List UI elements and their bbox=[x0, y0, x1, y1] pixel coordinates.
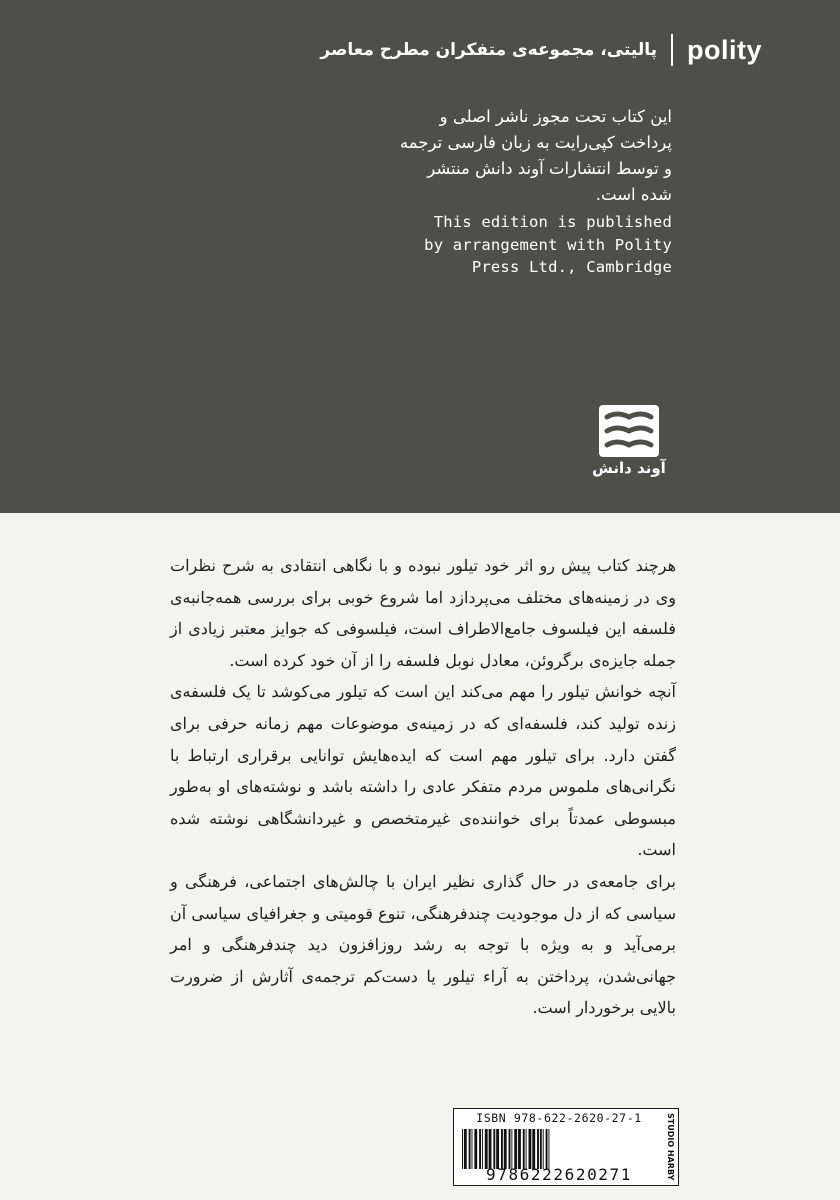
barcode-bars bbox=[460, 1129, 660, 1169]
rights-note-persian bbox=[372, 104, 672, 208]
barcode-bar bbox=[509, 1129, 511, 1169]
barcode-bar bbox=[540, 1129, 542, 1169]
barcode-bar bbox=[526, 1129, 527, 1169]
designer-mark: STUDIO HARBY bbox=[666, 1113, 675, 1181]
barcode-bar bbox=[469, 1129, 471, 1169]
barcode-bar bbox=[529, 1129, 532, 1169]
rights-note-line: by arrangement with Polity bbox=[424, 235, 672, 254]
barcode-bar bbox=[474, 1129, 477, 1169]
rights-note-line: این کتاب تحت مجوز ناشر اصلی و bbox=[439, 107, 672, 126]
rights-note-line: Press Ltd., Cambridge bbox=[471, 258, 672, 276]
rights-note-line: شده است. bbox=[595, 185, 672, 204]
description-paragraph: هرچند کتاب پیش رو اثر خود تیلور نبوده و با نگاهی انتقادی به شرح نظرات وی در زمینه‌های مختلف می‌پردازد اما شروع خوبی برای بررسی همه‌جانبه‌ی فلسفه این فیلسوف جامع‌الاطراف است، فیلسوفی که جوایز معتبر زیادی از جمله جایزه‌ی برگروئن، معادل نوبل فلسفه را از آن خود کرده است. bbox=[170, 556, 676, 670]
imprint-name: آوند دانش bbox=[592, 459, 666, 477]
barcode-bar bbox=[511, 1129, 512, 1169]
barcode-bar bbox=[504, 1129, 507, 1169]
barcode-bar bbox=[514, 1129, 517, 1169]
barcode-bar bbox=[543, 1129, 544, 1169]
series-title: پالیتی، مجموعه‌ی متفکران مطرح معاصر bbox=[320, 40, 657, 60]
cover-top-panel bbox=[0, 0, 840, 513]
barcode-bar bbox=[482, 1129, 483, 1169]
rights-note-line: پرداخت کپی‌رایت به زبان فارسی ترجمه bbox=[399, 133, 672, 152]
barcode-bar bbox=[518, 1129, 521, 1169]
barcode-bar bbox=[479, 1129, 481, 1169]
barcode-bar bbox=[496, 1129, 499, 1169]
isbn-label: ISBN 978-622-2620-27-1 bbox=[476, 1111, 642, 1125]
description-paragraph: برای جامعه‌ی در حال گذاری نظیر ایران با چالش‌های اجتماعی، فرهنگی و سیاسی که از دل موجودیت چندفرهنگی، تنوع قومیتی و جغرافیای سیاسی آن برمی‌آید و به ویژه با توجه به رشد روزافزون دید چندفرهنگی و امر جهانی‌شدن، پرداختن به آراء تیلور یا دست‌کم ترجمه‌ی آثارش از ضرورت بالایی برخوردار است. bbox=[170, 871, 676, 1018]
barcode-bar bbox=[548, 1129, 549, 1169]
rights-note-line: و توسط انتشارات آوند دانش منتشر bbox=[427, 159, 672, 178]
header-divider bbox=[671, 34, 673, 66]
back-cover-description bbox=[170, 550, 676, 1024]
barcode-bar bbox=[532, 1129, 535, 1169]
polity-logo: polity bbox=[687, 34, 762, 65]
barcode-bar bbox=[472, 1129, 473, 1169]
isbn-barcode bbox=[453, 1108, 679, 1186]
header-row bbox=[320, 34, 762, 66]
rights-note-english bbox=[352, 211, 672, 279]
barcode-bar bbox=[501, 1129, 503, 1169]
book-waves-icon bbox=[599, 405, 659, 457]
barcode-bar bbox=[537, 1129, 539, 1169]
rights-note-line: This edition is published bbox=[433, 213, 672, 231]
barcode-bar bbox=[462, 1129, 463, 1169]
barcode-bar bbox=[546, 1129, 548, 1169]
barcode-bar bbox=[489, 1129, 492, 1169]
barcode-digits: 9786222620271 bbox=[485, 1165, 633, 1184]
barcode-bar bbox=[485, 1129, 488, 1169]
barcode-bar bbox=[523, 1129, 525, 1169]
barcode-bar bbox=[464, 1129, 467, 1169]
description-paragraph: آنچه خوانش تیلور را مهم می‌کند این است که تیلور می‌کوشد تا یک فلسفه‌ی زنده تولید کند، فلسفه‌ای که در زمینه‌ی موضوعات مهم زمانه حرفی برای گفتن دارد. برای تیلور مهم است که ایده‌هایش توانایی برقراری ارتباط با نگرانی‌های ملموس مردم متفکر عادی را داشته باشد و نوشته‌های او به‌طور مبسوطی عمدتاً برای خواننده‌ی غیرمتخصص و غیردانشگاهی نوشته شده است. bbox=[170, 682, 677, 860]
barcode-bar bbox=[493, 1129, 495, 1169]
